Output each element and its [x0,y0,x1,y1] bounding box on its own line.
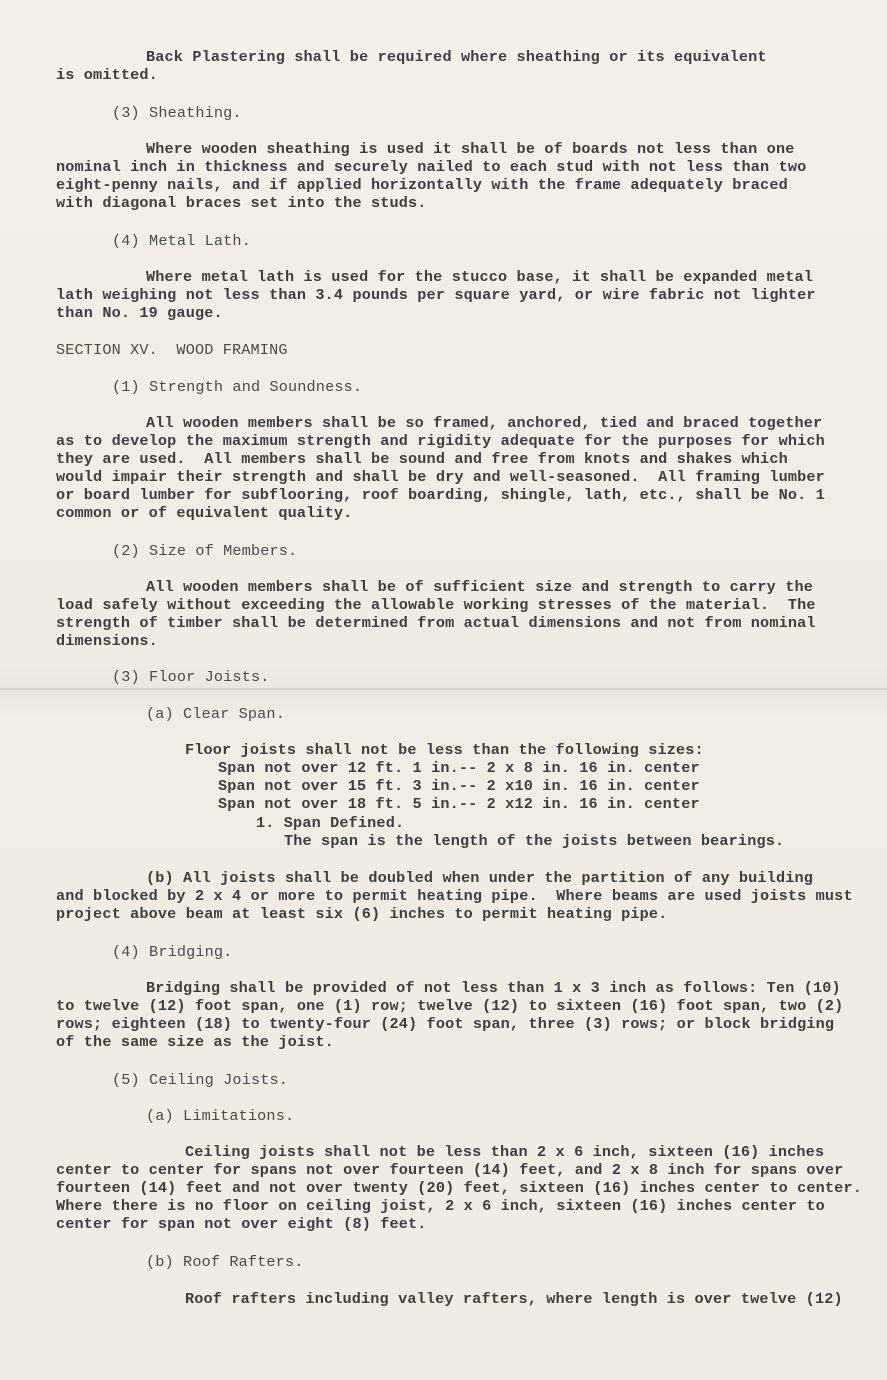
strength-line-6: common or of equivalent quality. [56,504,353,522]
strength-line-3: they are used. All members shall be sound and free from knots and shakes which [56,450,788,468]
bridging-line-2: to twelve (12) foot span, one (1) row; twelve (12) to sixteen (16) foot span, two (2) [56,997,844,1015]
size-line-1: All wooden members shall be of sufficient size and strength to carry the [146,578,814,596]
metal-lath-line-3: than No. 19 gauge. [56,304,223,322]
back-plastering-line-1: Back Plastering shall be required where sheathing or its equivalent [146,48,767,66]
limitations-heading: (a) Limitations. [146,1107,295,1125]
roof-rafters-line-1: Roof rafters including valley rafters, where length is over twelve (12) [185,1290,843,1308]
limitations-line-4: Where there is no floor on ceiling joist, 2 x 6 inch, sixteen (16) inches center to [56,1197,825,1215]
ceiling-joists-heading: (5) Ceiling Joists. [112,1071,289,1089]
metal-lath-line-1: Where metal lath is used for the stucco base, it shall be expanded metal [146,268,814,286]
size-heading: (2) Size of Members. [112,542,298,560]
span-defined-heading: 1. Span Defined. [256,814,405,832]
limitations-line-5: center for span not over eight (8) feet. [56,1215,427,1233]
sheathing-line-4: with diagonal braces set into the studs. [56,194,427,212]
bridging-line-1: Bridging shall be provided of not less than 1 x 3 inch as follows: Ten (10) [146,979,841,997]
floor-joists-intro: Floor joists shall not be less than the following sizes: [185,741,704,759]
sheathing-line-1: Where wooden sheathing is used it shall be of boards not less than one [146,140,795,158]
sheathing-heading: (3) Sheathing. [112,104,242,122]
clear-span-heading: (a) Clear Span. [146,705,285,723]
metal-lath-heading: (4) Metal Lath. [112,232,251,250]
span-row-3: Span not over 18 ft. 5 in.-- 2 x12 in. 16 in. center [218,795,700,813]
bridging-line-3: rows; eighteen (18) to twenty-four (24) foot span, three (3) rows; or block bridging [56,1015,835,1033]
doubled-line-2: and blocked by 2 x 4 or more to permit heating pipe. Where beams are used joists must [56,887,853,905]
back-plastering-line-2: is omitted. [56,66,158,84]
bridging-heading: (4) Bridging. [112,943,233,961]
strength-line-2: as to develop the maximum strength and rigidity adequate for the purposes for which [56,432,825,450]
strength-line-4: would impair their strength and shall be dry and well-seasoned. All framing lumber [56,468,825,486]
sheathing-line-2: nominal inch in thickness and securely nailed to each stud with not less than two [56,158,807,176]
strength-line-5: or board lumber for subflooring, roof boarding, shingle, lath, etc., shall be No. 1 [56,486,825,504]
section-heading: SECTION XV. WOOD FRAMING [56,341,288,359]
limitations-line-2: center to center for spans not over fourteen (14) feet, and 2 x 8 inch for spans over [56,1161,844,1179]
limitations-line-3: fourteen (14) feet and not over twenty (20) feet, sixteen (16) inches center to center. [56,1179,862,1197]
span-defined-body: The span is the length of the joists between bearings. [284,832,785,850]
span-row-1: Span not over 12 ft. 1 in.-- 2 x 8 in. 16 in. center [218,759,700,777]
size-line-4: dimensions. [56,632,158,650]
size-line-2: load safely without exceeding the allowable working stresses of the material. The [56,596,816,614]
doubled-line-1: (b) All joists shall be doubled when under the partition of any building [146,869,814,887]
strength-line-1: All wooden members shall be so framed, anchored, tied and braced together [146,414,823,432]
doubled-line-3: project above beam at least six (6) inches to permit heating pipe. [56,905,668,923]
floor-joists-heading: (3) Floor Joists. [112,668,270,686]
size-line-3: strength of timber shall be determined from actual dimensions and not from nominal [56,614,816,632]
metal-lath-line-2: lath weighing not less than 3.4 pounds per square yard, or wire fabric not lighter [56,286,816,304]
roof-rafters-heading: (b) Roof Rafters. [146,1253,304,1271]
paper-fold [0,688,887,690]
strength-heading: (1) Strength and Soundness. [112,378,363,396]
bridging-line-4: of the same size as the joist. [56,1033,334,1051]
sheathing-line-3: eight-penny nails, and if applied horizontally with the frame adequately braced [56,176,788,194]
span-row-2: Span not over 15 ft. 3 in.-- 2 x10 in. 16 in. center [218,777,700,795]
limitations-line-1: Ceiling joists shall not be less than 2 x 6 inch, sixteen (16) inches [185,1143,825,1161]
